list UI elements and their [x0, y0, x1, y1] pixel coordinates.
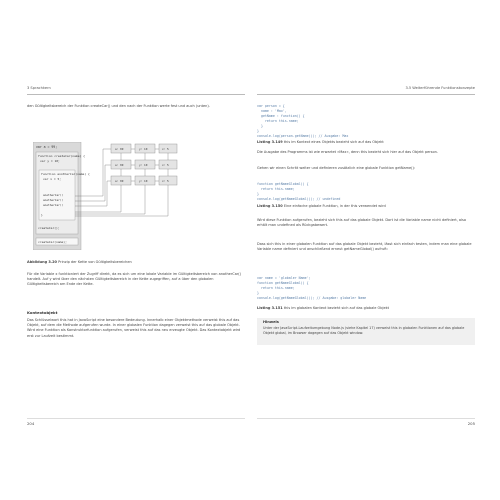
- left-page-number: 204: [27, 421, 35, 426]
- inner-close-label: }: [41, 213, 43, 217]
- listing-1-text: this im Kontext eines Objekts bezieht sich auf das Objekt: [283, 140, 384, 144]
- figure-number: Abbildung 3.20: [27, 260, 57, 264]
- call-label-3: anotherCar(): [43, 203, 64, 207]
- scope-label-7: a: 99: [115, 179, 124, 183]
- listing-2-caption: [257, 204, 475, 208]
- listing-1-number: Listing 3.149: [257, 140, 283, 144]
- right-body-paragraph-4: Dass sich this in einer globalen Funktion auf das globale Objekt bezieht, lässt sich einfach testen, indem man eine globale Variable name definiert und anschließend erneut getNameGlobal() aufruft:: [257, 242, 472, 252]
- right-running-header: [257, 86, 475, 95]
- left-intro-paragraph: den Gültigkeitsbereich der Funktion createCar() und den nach der Funktion werte fest und auch (unten).: [27, 104, 210, 108]
- right-body-paragraph-2: Gehen wir einen Schritt weiter und definieren zusätzlich eine globale Funktion getName():: [257, 166, 416, 170]
- figure-caption: [27, 260, 245, 264]
- call-label-2: anotherCar(): [43, 198, 64, 202]
- scope-label-2: y: 10: [139, 147, 148, 151]
- note-body: Unter der JavaScript-Laufzeitumgebung Node.js (siehe Kapitel 17) verweist this in globalen Funktionen auf das globale Objekt global, im Browser dagegen auf das Objekt window.: [263, 326, 465, 335]
- func-var-label: var y = 10;: [40, 159, 60, 163]
- inner-func-label: function anotherCar(name) {: [41, 172, 90, 176]
- listing-3-text: this im globalen Kontext bezieht sich auf das globale Objekt: [283, 306, 390, 310]
- bottom-call-label: createCar(name);: [38, 240, 67, 244]
- note-box: [257, 318, 475, 345]
- listing-3-caption: [257, 306, 475, 310]
- left-body-paragraph-1: Für die Variable x funktioniert der Zugriff direkt, da es sich um eine lokale Variable im Gültigkeitsbereich von anotherCar() handelt. Auf y wird über den nächsten Gültigkeitsbereich in der Kette zugegriffen, auf a über den globalen Gültigkeitsbereich am Ende der Kette.: [27, 272, 242, 287]
- outer-var-label: var a = 99;: [36, 145, 58, 149]
- call-label-1: anotherCar(): [43, 193, 64, 197]
- right-header-text: 3.5 Weiterführende Funktionskonzepte: [405, 86, 475, 90]
- right-page-number: 205: [467, 421, 475, 426]
- listing-2-text: Eine einfache globale Funktion, in der this verwendet wird: [283, 204, 386, 208]
- left-page: [27, 86, 245, 430]
- inner-var-label: var x = 5;: [43, 177, 62, 181]
- right-body-paragraph-3: Wird diese Funktion aufgerufen, bezieht sich this auf das globale Objekt. Dort ist die Variable name nicht definiert, also erhält man undefined als Rückgabewert.: [257, 218, 467, 228]
- code-listing-3: var name = 'globaler Name'; function getNameGlobal() { return this.name; } console.log(getNameGlobal()); // Ausgabe: globaler Name: [257, 276, 367, 300]
- scope-label-9: x: 5: [162, 179, 169, 183]
- scope-label-4: a: 99: [115, 163, 124, 167]
- scope-label-8: y: 10: [139, 179, 148, 183]
- scope-label-1: a: 99: [115, 147, 124, 151]
- outer-close-label: createCar();: [38, 226, 60, 230]
- scope-chain-diagram: [33, 142, 178, 250]
- left-header-text: 3 Sprachkern: [27, 86, 51, 90]
- right-page: [257, 86, 475, 430]
- note-title: Hinweis: [263, 320, 279, 324]
- func-label: function createCar(name) {: [38, 154, 85, 158]
- listing-2-number: Listing 3.150: [257, 204, 283, 208]
- scope-label-3: x: 5: [162, 147, 169, 151]
- figure-caption-text: Prinzip der Kette von Gültigkeitsbereichen: [58, 260, 132, 264]
- listing-1-caption: [257, 140, 475, 144]
- scope-label-5: y: 10: [139, 163, 148, 167]
- code-listing-2: function getNameGlobal() { return this.name; } console.log(getNameGlobal()); // undefined: [257, 182, 341, 201]
- left-body-paragraph-2: Das Schlüsselwort this hat in JavaScript eine besondere Bedeutung. Innerhalb einer Objektmethode verweist this auf das Objekt, auf dem die Methode aufgerufen wurde. In einer globalen Funktion dagegen verweist this auf das globale Objekt. Wird eine Funktion als Konstruktorfunktion aufgerufen, verweist this auf das neu erzeugte Objekt. Das Kontextobjekt wird erst zur Laufzeit bestimmt.: [27, 318, 241, 338]
- listing-3-number: Listing 3.151: [257, 306, 283, 310]
- scope-label-6: x: 5: [162, 163, 169, 167]
- left-running-header: [27, 86, 245, 95]
- subheading-kontextobjekt: Kontextobjekt: [27, 310, 58, 315]
- code-listing-1: var person = { name : 'Max', getName : function() { return this.name; } } console.log(person.getName()); // Ausgabe: Max: [257, 104, 349, 138]
- right-body-paragraph-1: Die Ausgabe des Programms ist wie erwartet »Max«, denn this bezieht sich hier auf das Objekt person.: [257, 150, 438, 154]
